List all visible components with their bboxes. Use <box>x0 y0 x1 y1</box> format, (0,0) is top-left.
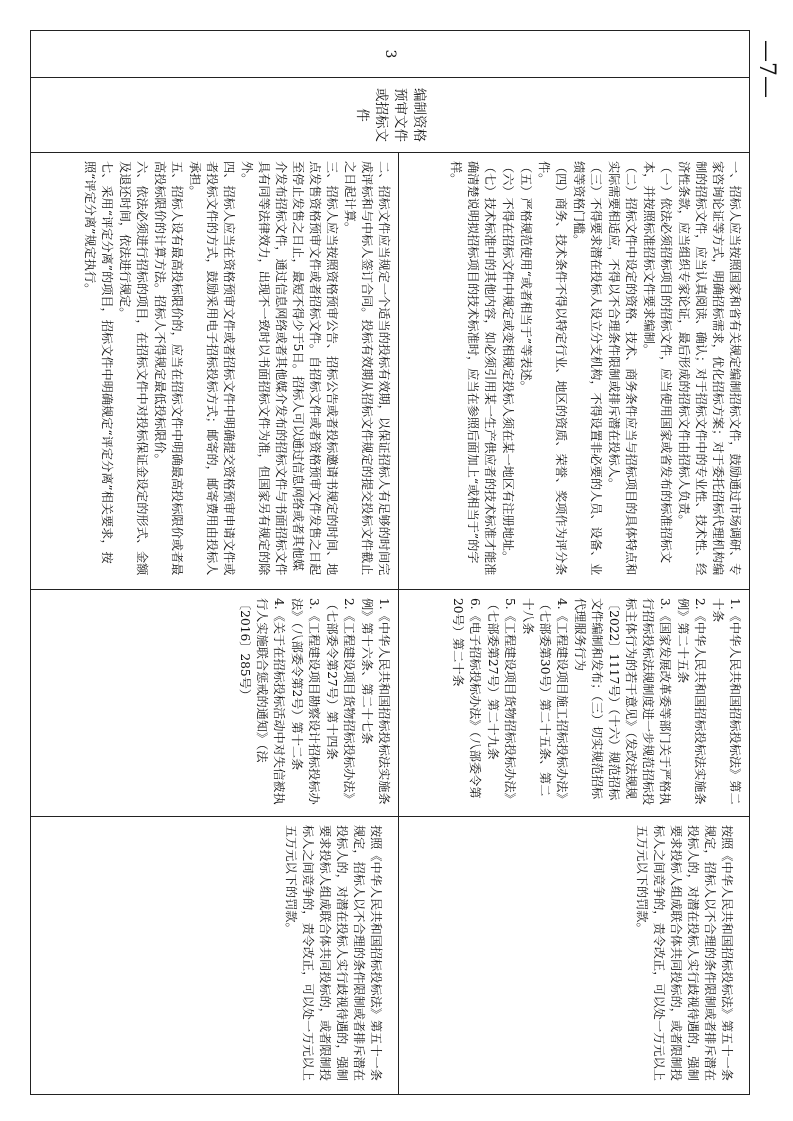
requirement-paragraph: （七）技术标准中的其他内容，如必须引用某一生产供应者的技术标准才能准确清楚说明拟招标项目的技术标准时，应当在参照后面加上“或相当于”的字样。 <box>449 161 497 576</box>
requirement-paragraph: 五、招标人设有最高投标限价的，应当在招标文件中明确最高投标限价或者最高投标限价的计算方法。招标人不得规定最低投标限价。 <box>153 161 184 576</box>
legal-basis-item: 2.《中华人民共和国招标投标法实施条例》第二十五条 <box>676 598 707 805</box>
requirement-paragraph: （六）不得在招标文件中规定或变相规定投标人须在某一地区有注册地址。 <box>501 161 515 564</box>
legal-basis-item: 1.《中华人民共和国招标投标法实施条例》第十六条、第二十七条 <box>360 598 391 805</box>
penalty-text: 按照《中华人民共和国招标投标法》第五十一条规定，招标人以不合理的条件限制或者排斥潜在投标人的，对潜在投标人实行歧视待遇的，强制要求投标人组成联合体共同投标的，或者限制投标人之间竞争的，责令改正，可以处一万元以上五万元以下的罚款。 <box>635 825 734 1081</box>
requirement-paragraph: 一、招标人应当按照国家和省有关规定编制招标文件，鼓励通过市场调研、专家咨询论证等方式，明确招标需求，优化招标方案；对于委托招标代理机构编制的招标文件，应当认真阅读、确认；对于招标文件中的专业性、技术性、经济性条款，应当组织专家论证，最后形成的招标文件由招标人负责。 <box>677 161 742 576</box>
requirements-cell-b <box>31 153 399 590</box>
penalty-text: 按照《中华人民共和国招标投标法》第五十一条规定，招标人以不合理的条件限制或者排斥潜在投标人的，对潜在投标人实行歧视待遇的，强制要求投标人组成联合体共同投标的，或者限制投标人之间竞争的，责令改正，可以处一万元以上五万元以下的罚款。 <box>284 825 383 1081</box>
requirement-paragraph: 二、招标文件应当规定一个适当的投标有效期，以保证招标人有足够的时间完成评标和与中标人签订合同。投标有效期从招标文件规定的提交投标文件截止之日起计算。 <box>343 161 391 576</box>
penalty-cell-a <box>399 817 750 1095</box>
requirements-cell-a <box>399 153 750 590</box>
legal-basis-cell-a <box>399 590 750 817</box>
page-number-text: —7— <box>754 40 779 98</box>
requirement-paragraph: 四、招标人应当在资格预审文件或者招标文件中明确提交资格预审申请文件或者投标文件的方式，鼓励采用电子招标投标方式；邮寄的，邮寄费用由投标人承担。 <box>188 161 236 576</box>
table-row <box>31 31 399 1095</box>
regulation-table <box>30 30 750 1095</box>
document-sheet <box>30 30 750 1095</box>
requirement-paragraph: （二）招标文件中设定的资格、技术、商务条件应当与招标项目的具体特点和实际需要相适应，不得以不合理条件限制或排斥潜在投标人。 <box>607 161 638 576</box>
requirement-paragraph: 六、依法必须进行招标的项目，在招标文件中对投标保证金设定的形式、金额及退还时间，依法进行规定。 <box>118 161 149 576</box>
legal-basis-item: 4.《工程建设项目施工招标投标办法》（七部委第30号）第二十五条、第二十八条 <box>521 598 569 805</box>
row-number: 3 <box>382 49 399 59</box>
item-name: 编制资格预审文件或招标文件 <box>354 88 427 142</box>
legal-basis-item: 2.《工程建设项目货物招标投标办法》（七部委令第27号）第十四条 <box>325 598 356 805</box>
item-name-cell <box>31 78 750 153</box>
table-row <box>399 31 750 1095</box>
rotated-table-wrapper <box>30 30 750 1095</box>
row-number-cell <box>31 31 750 78</box>
requirement-paragraph: （三）不得要求潜在投标人设立分支机构，不得设置非必要的人员、设备、业绩等资格门槛。 <box>572 161 603 576</box>
legal-basis-item: 1.《中华人民共和国招标投标法》第二十条 <box>711 598 742 805</box>
requirement-paragraph: （四）商务、技术条件不得以特定行业、地区的资质、荣誉、奖项作为评分条件。 <box>537 161 568 576</box>
requirement-paragraph: （一）依法必须招标项目的招标文件，应当使用国家或省发布的标准招标文本，并按照标准招标文件要求编制。 <box>642 161 673 564</box>
legal-basis-cell-b <box>31 590 399 817</box>
penalty-cell-b <box>31 817 399 1095</box>
legal-basis-item: 3.《工程建设项目勘察设计招标投标办法》（八部委令第2号）第十二条 <box>290 598 321 805</box>
requirement-paragraph: （五）严格规范使用“或者相当于”等表述。 <box>519 161 533 393</box>
legal-basis-item: 5.《工程建设项目货物招标投标办法》（七部委第27号）第二十九条 <box>486 598 517 805</box>
page-number <box>754 40 779 100</box>
requirement-paragraph: 七、采用“评定分离”的项目，招标文件中明确规定“评定分离”相关要求，按照“评定分离”规定执行。 <box>83 161 114 564</box>
requirement-paragraph: 三、招标人应当按照资格预审公告、招标公告或者投标邀请书规定的时间、地点发售资格预审文件或者招标文件。自招标文件或者资格预审文件发售之日起至停止发售之日止，最短不得少于5日。招标人可以通过信息网络或者其他媒介发布招标文件，通过信息网络或者其他媒介发布的招标文件与书面招标文件具有同等法律效力，出现不一致时以书面招标文件为准，但国家另有规定的除外。 <box>240 161 339 576</box>
legal-basis-item: 3.《国家发展改革委等部门关于严格执行招标投标法规制度进一步规范招标投标主体行为的若干意见》（发改法规规〔2022〕1117号）（十六）规范招标文件编制和发布；（三）切实规范招标代理服务行为 <box>573 598 672 806</box>
legal-basis-item: 6.《电子招标投标办法》（八部委令第20号）第二十条 <box>451 598 482 799</box>
legal-basis-item: 4.《关于在招标投标活动中对失信被执行人实施联合惩戒的通知》（法〔2016〕285号） <box>238 598 286 805</box>
